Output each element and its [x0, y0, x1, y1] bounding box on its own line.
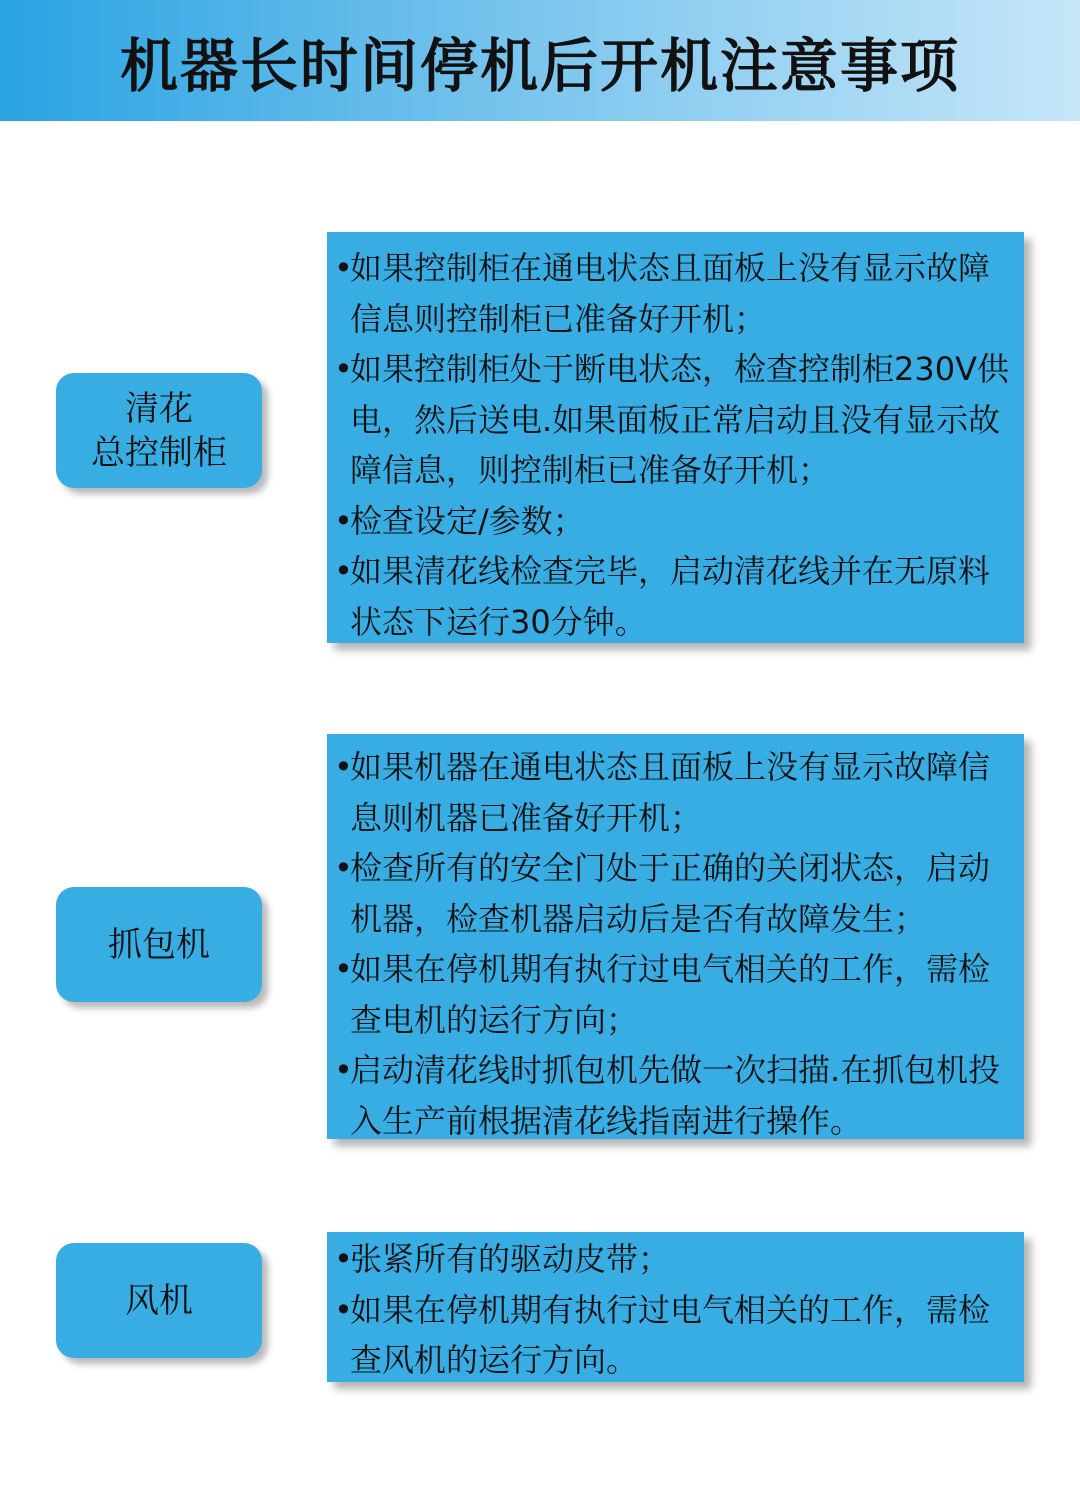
list-item — [327, 243, 1020, 344]
list-item — [327, 546, 1020, 647]
page-title: 机器长时间停机后开机注意事项 — [119, 31, 960, 100]
list-item-text: 张紧所有的驱动皮带； — [350, 1240, 671, 1278]
section-content-box — [327, 1232, 1024, 1382]
list-item — [327, 1234, 1020, 1285]
list-item — [327, 496, 1020, 547]
list-item-text: 如果控制柜在通电状态且面板上没有显示故障信息则控制柜已准备好开机； — [350, 249, 991, 338]
bullet-icon: • — [334, 501, 353, 540]
bullet-icon: • — [334, 552, 353, 590]
list-item-text: 如果在停机期有执行过电气相关的工作，需检查电机的运行方向； — [350, 950, 991, 1039]
list-item — [327, 944, 1020, 1045]
list-item — [327, 344, 1020, 496]
list-item — [327, 843, 1020, 944]
list-item — [327, 1045, 1020, 1146]
bullet-icon: • — [334, 748, 353, 786]
bullet-list — [327, 1234, 1020, 1386]
section-label-box — [56, 1243, 262, 1358]
list-item-text: 如果控制柜处于断电状态，检查控制柜230V供电，然后送电.如果面板正常启动且没有显示故障信息，则控制柜已准备好开机； — [350, 350, 1009, 489]
bullet-list — [327, 243, 1020, 647]
list-item-text: 启动清花线时抓包机先做一次扫描.在抓包机投入生产前根据清花线指南进行操作。 — [350, 1051, 1001, 1140]
section-label: 风机 — [125, 1280, 193, 1321]
section-label: 抓包机 — [108, 924, 210, 965]
bullet-list — [327, 742, 1020, 1146]
list-item — [327, 1285, 1020, 1386]
section-content-box — [327, 734, 1024, 1139]
bullet-icon: • — [334, 1051, 353, 1089]
section-label-box — [56, 373, 262, 488]
bullet-icon: • — [334, 950, 353, 988]
bullet-icon: • — [334, 350, 353, 388]
title-banner — [0, 0, 1080, 121]
list-item-text: 如果机器在通电状态且面板上没有显示故障信息则机器已准备好开机； — [350, 748, 991, 837]
section-label: 清花 总控制柜 — [91, 388, 227, 473]
bullet-icon: • — [334, 1290, 353, 1329]
section-label-box — [56, 887, 262, 1002]
bullet-icon: • — [334, 249, 353, 287]
list-item — [327, 742, 1020, 843]
list-item-text: 检查设定/参数； — [350, 501, 585, 540]
section-content-box — [327, 232, 1024, 643]
bullet-icon: • — [334, 849, 353, 887]
list-item-text: 如果在停机期有执行过电气相关的工作，需检查风机的运行方向。 — [350, 1290, 991, 1379]
list-item-text: 检查所有的安全门处于正确的关闭状态，启动机器，检查机器启动后是否有故障发生； — [350, 849, 991, 938]
bullet-icon: • — [334, 1240, 353, 1278]
list-item-text: 如果清花线检查完毕，启动清花线并在无原料状态下运行30分钟。 — [350, 552, 991, 641]
